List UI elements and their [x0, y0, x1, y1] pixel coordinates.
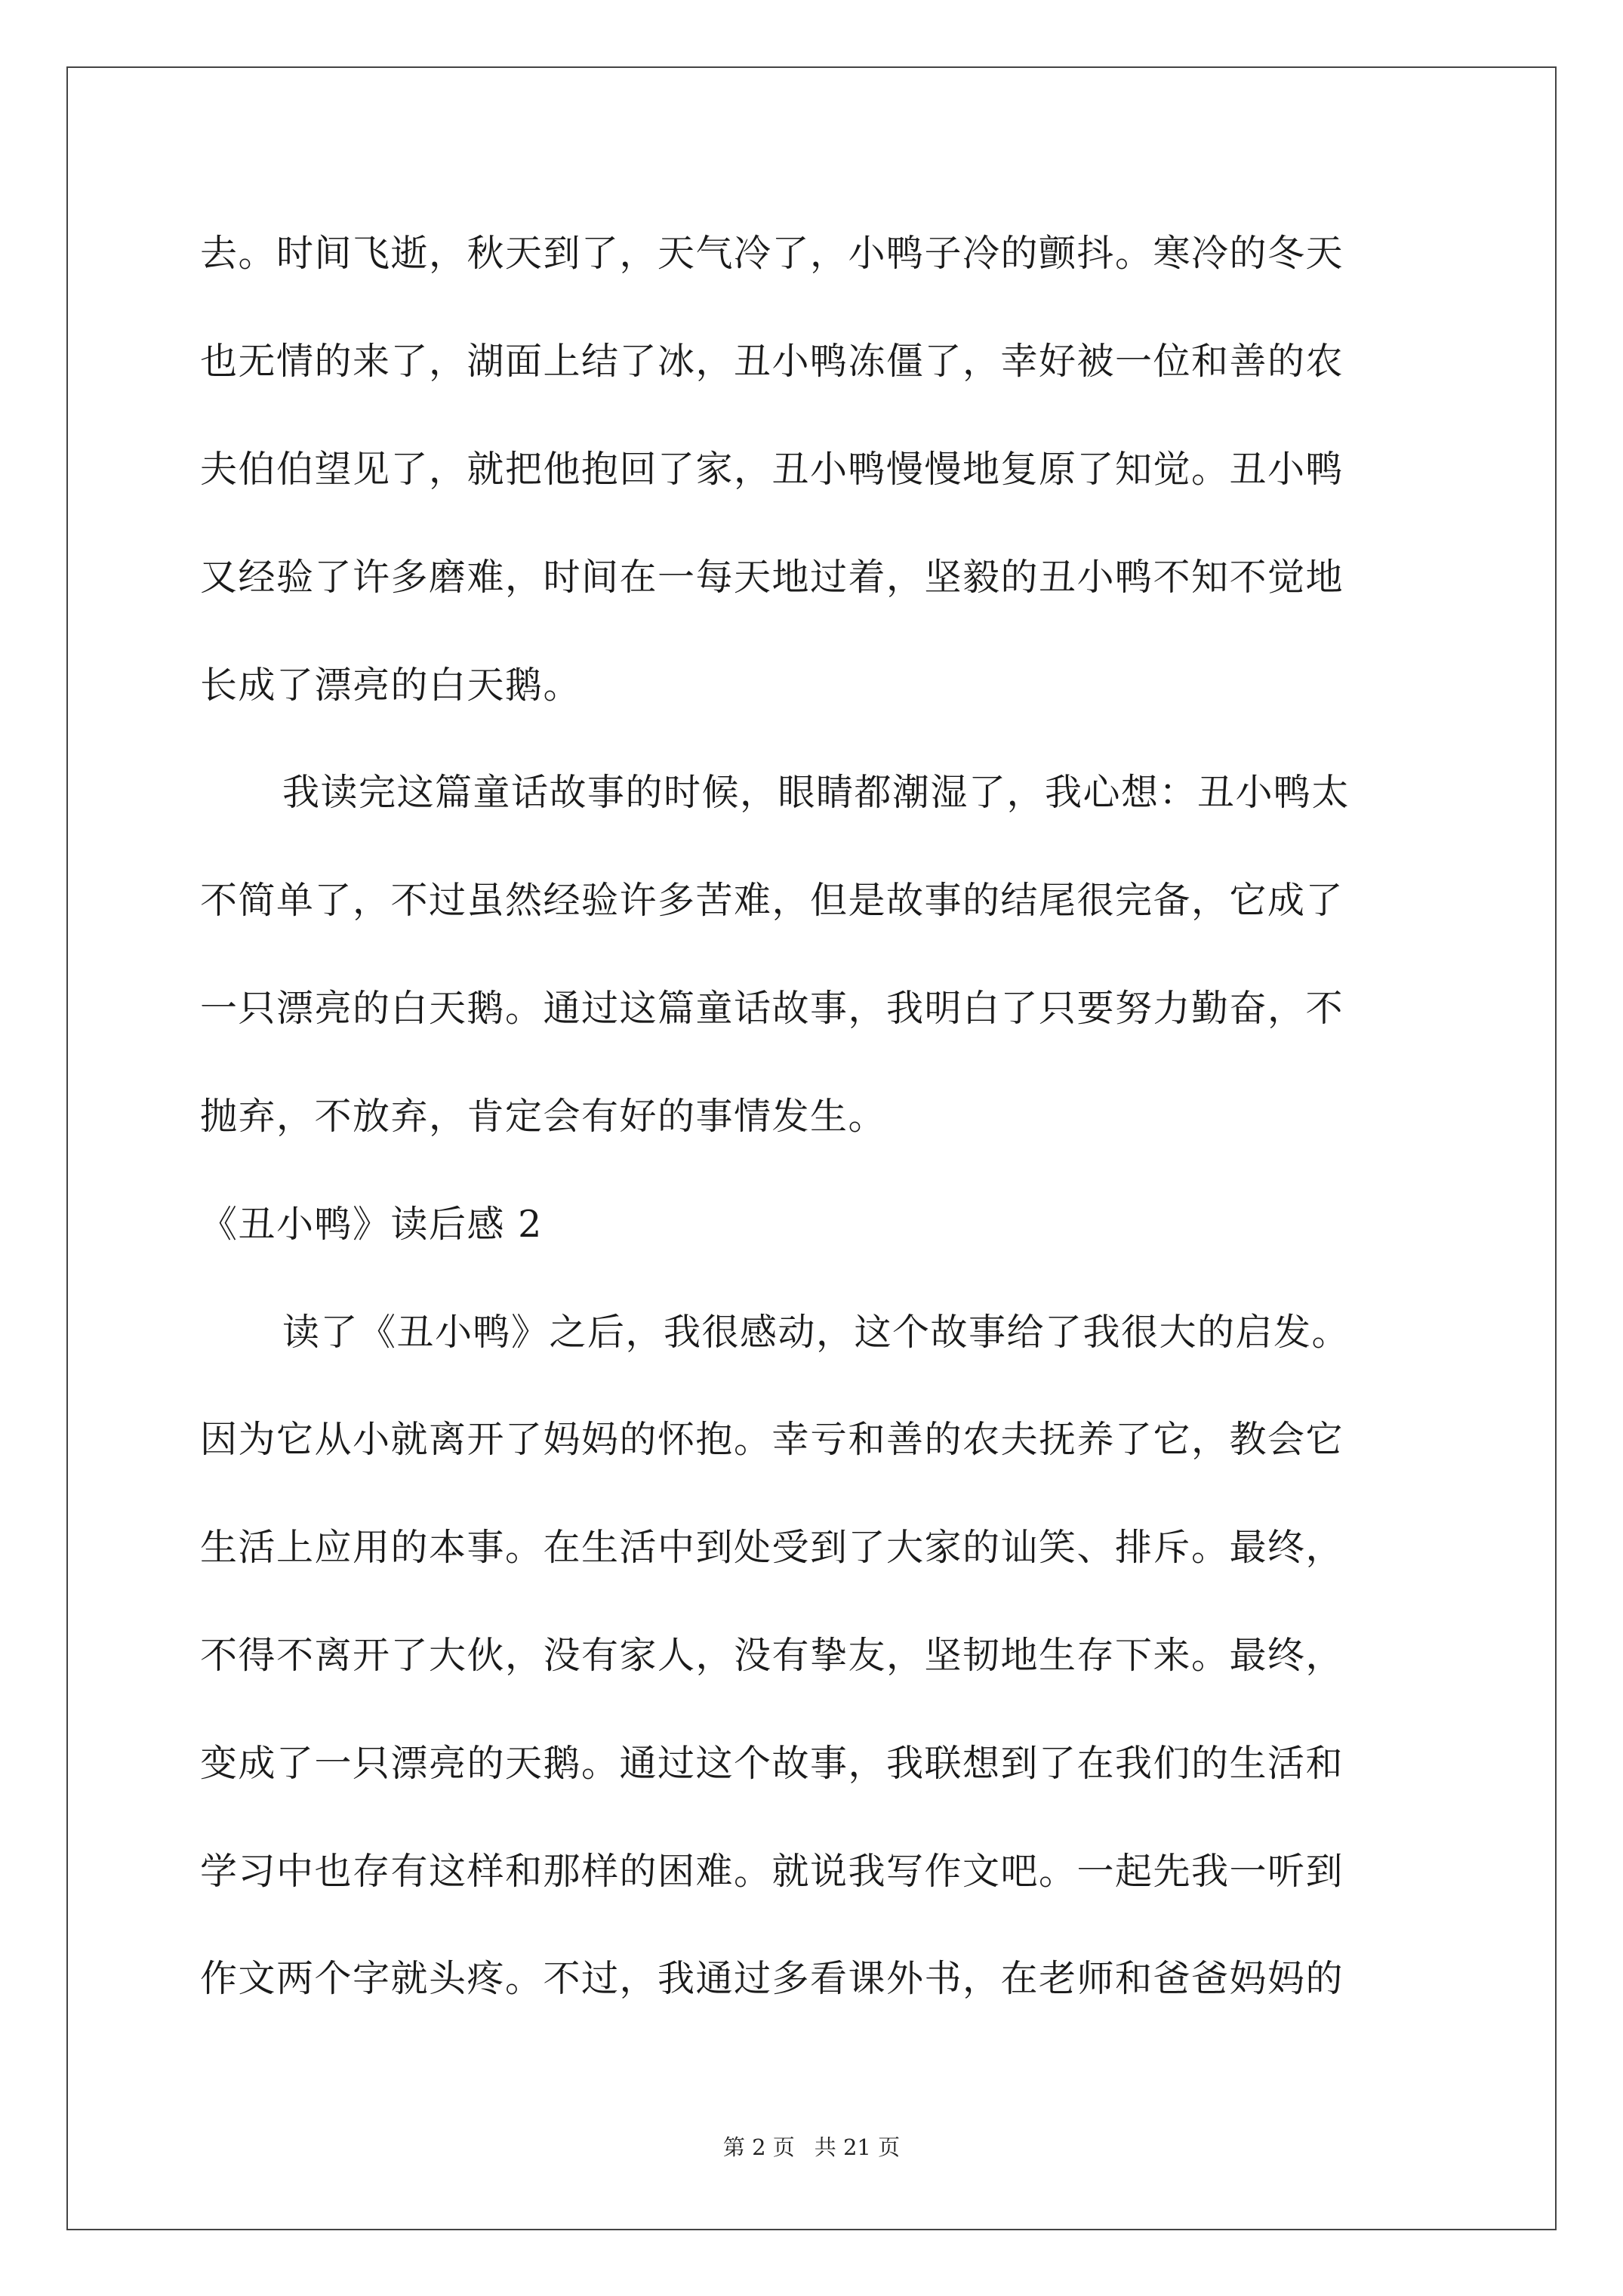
page-number: 第 2 页	[722, 2134, 795, 2160]
page-border	[66, 66, 1557, 2230]
paragraph-line: 又经验了许多磨难，时间在一每天地过着，坚毅的丑小鸭不知不觉地	[200, 556, 1344, 599]
paragraph-line: 我读完这篇童话故事的时候，眼睛都潮湿了，我心想：丑小鸭太	[282, 771, 1350, 814]
page-total: 共 21 页	[814, 2134, 901, 2160]
paragraph-line: 也无情的来了，湖面上结了冰，丑小鸭冻僵了，幸好被一位和善的农	[200, 340, 1344, 383]
paragraph-line: 抛弃，不放弃，肯定会有好的事情发生。	[200, 1095, 887, 1138]
paragraph-line: 长成了漂亮的白天鹅。	[200, 664, 582, 707]
paragraph-line: 读了《丑小鸭》之后，我很感动，这个故事给了我很大的启发。	[282, 1311, 1350, 1354]
paragraph-line: 不得不离开了大伙，没有家人，没有挚友，坚韧地生存下来。最终，	[200, 1634, 1344, 1677]
paragraph-line: 去。时间飞逝，秋天到了，天气冷了，小鸭子冷的颤抖。寒冷的冬天	[200, 232, 1344, 275]
page-footer	[0, 2134, 1623, 2161]
paragraph-line: 夫伯伯望见了，就把他抱回了家，丑小鸭慢慢地复原了知觉。丑小鸭	[200, 448, 1344, 491]
section-heading: 《丑小鸭》读后感 2	[200, 1203, 543, 1246]
paragraph-line: 变成了一只漂亮的天鹅。通过这个故事，我联想到了在我们的生活和	[200, 1742, 1344, 1785]
paragraph-line: 作文两个字就头疼。不过，我通过多看课外书，在老师和爸爸妈妈的	[200, 1957, 1344, 2000]
paragraph-line: 生活上应用的本事。在生活中到处受到了大家的讪笑、排斥。最终，	[200, 1526, 1344, 1569]
paragraph-line: 一只漂亮的白天鹅。通过这篇童话故事，我明白了只要努力勤奋，不	[200, 987, 1344, 1030]
paragraph-line: 不简单了，不过虽然经验许多苦难，但是故事的结尾很完备，它成了	[200, 879, 1344, 922]
paragraph-line: 因为它从小就离开了妈妈的怀抱。幸亏和善的农夫抚养了它，教会它	[200, 1418, 1344, 1461]
paragraph-line: 学习中也存有这样和那样的困难。就说我写作文吧。一起先我一听到	[200, 1850, 1344, 1893]
